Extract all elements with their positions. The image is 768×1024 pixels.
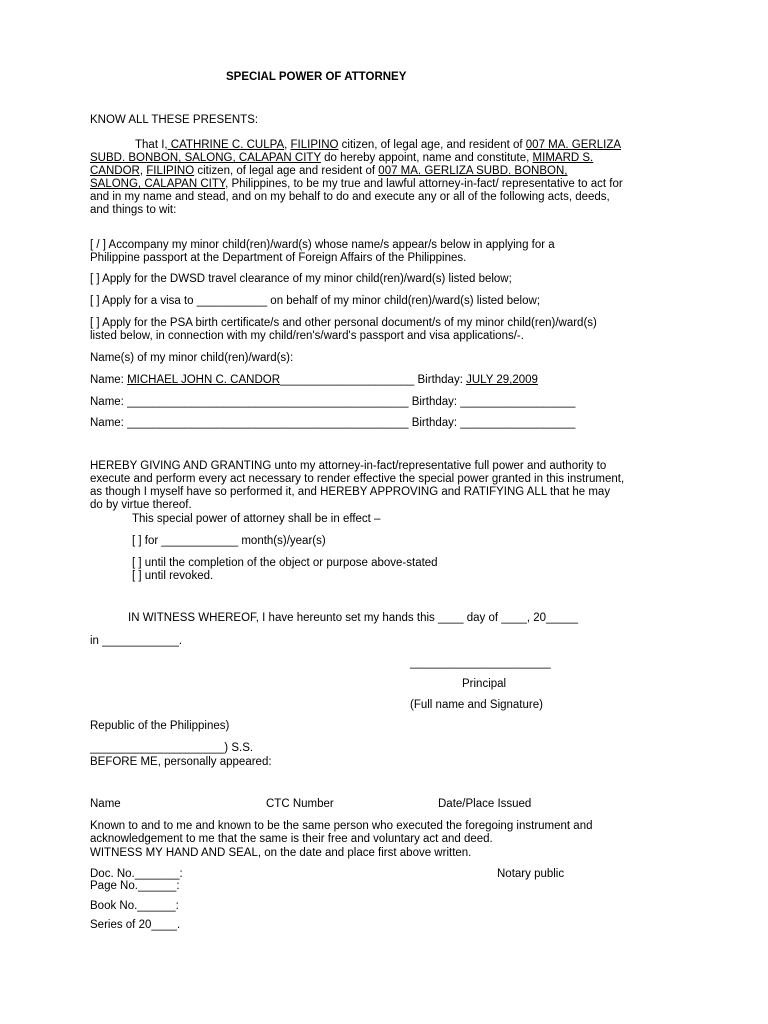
attorney-citizenship: FILIPINO (146, 165, 195, 177)
attorney-name: CANDOR (90, 165, 140, 177)
option-passport-cont: Philippine passport at the Department of Foreign Affairs of the Philippines. (90, 252, 467, 264)
witness-place: in ____________. (90, 635, 183, 647)
child-birthday: JULY 29,2009 (466, 374, 538, 386)
option-psa: [ ] Apply for the PSA birth certificate/s and other personal document/s of my minor child(ren)/ward(s) (90, 317, 597, 329)
effect-statement: This special power of attorney shall be in effect – (132, 513, 381, 525)
intro-text: , (284, 139, 291, 151)
intro-line-3 (90, 165, 567, 178)
option-revoked: [ ] until revoked. (132, 570, 214, 582)
child-row (90, 396, 575, 409)
attorney-address: 007 MA. GERLIZA SUBD. BONBON, (378, 165, 568, 177)
principal-address: 007 MA. GERLIZA (525, 139, 622, 151)
col-date-header: Date/Place Issued (438, 798, 532, 810)
document-title: SPECIAL POWER OF ATTORNEY (226, 71, 407, 83)
principal-label: Principal (462, 678, 507, 690)
intro-line-6: and things to wit: (90, 204, 177, 216)
birthday-label: Birthday: (414, 374, 467, 386)
signature-line: ______________________ (410, 657, 551, 669)
option-psa-cont: listed below, in connection with my child/ren's/ward's passport and visa applications/-. (90, 330, 524, 342)
known-line: acknowledgement to me that the same is their free and voluntary act and deed. (90, 833, 493, 845)
child-row (90, 374, 538, 387)
name-label: Name: (90, 374, 128, 386)
option-months: [ ] for ____________ month(s)/year(s) (132, 535, 326, 547)
known-line: Known to and to me and known to be the same person who executed the foregoing instrument and (90, 820, 593, 832)
republic-line: Republic of the Philippines) (90, 720, 230, 732)
birthday-label: Birthday: (408, 417, 461, 429)
series-line: Series of 20____. (90, 919, 181, 931)
ss-line: _____________________) S.S. (90, 742, 254, 754)
granting-line: HEREBY GIVING AND GRANTING unto my attorney-in-fact/representative full power and authority to (90, 460, 607, 472)
hand-seal-line: WITNESS MY HAND AND SEAL, on the date and place first above written. (90, 847, 472, 859)
intro-text: That I, (135, 139, 168, 151)
principal-citizenship: FILIPINO (290, 139, 339, 151)
intro-text: , Philippines, to be my true and lawful attorney-in-fact/ representative to act for (225, 178, 623, 190)
principal-name: CATHRINE C. CULPA (167, 139, 285, 151)
option-visa: [ ] Apply for a visa to ___________ on behalf of my minor child(ren)/ward(s) listed below; (90, 295, 541, 307)
doc-no: Doc. No._______: (90, 868, 183, 880)
granting-line: do by virtue thereof. (90, 499, 192, 511)
child-name: MICHAEL JOHN C. CANDOR (127, 374, 280, 386)
children-heading: Name(s) of my minor child(ren)/ward(s): (90, 352, 294, 364)
granting-line: execute and perform every act necessary to render effective the special power granted in this instrument, (90, 473, 625, 485)
intro-line-2 (90, 152, 593, 165)
name-blank: ____________________________________________ (127, 417, 409, 429)
col-name-header: Name (90, 798, 121, 810)
name-blank: ____________________________________________ (127, 396, 409, 408)
intro-line-4 (90, 178, 623, 191)
birthday-blank: __________________ (460, 417, 576, 429)
attorney-address: SALONG, CALAPAN CITY (90, 178, 226, 190)
child-row (90, 417, 575, 430)
name-label: Name: (90, 396, 128, 408)
option-completion: [ ] until the completion of the object or purpose above-stated (132, 557, 438, 569)
intro-line-1 (135, 139, 621, 152)
principal-address: SUBD. BONBON, SALONG, CALAPAN CITY (90, 152, 321, 164)
page-no: Page No.______: (90, 880, 180, 892)
intro-line-5: and in my name and stead, and on my behalf to do and execute any or all of the following acts, deeds, (90, 191, 610, 203)
salutation: KNOW ALL THESE PRESENTS: (90, 114, 259, 126)
intro-text: citizen, of legal age, and resident of (338, 139, 526, 151)
name-blank: _____________________ (280, 374, 415, 386)
full-name-label: (Full name and Signature) (410, 699, 543, 711)
notary-public-label: Notary public (497, 868, 565, 880)
option-passport: [ / ] Accompany my minor child(ren)/ward(s) whose name/s appear/s below in applying for a (90, 239, 555, 251)
witness-line: IN WITNESS WHEREOF, I have hereunto set my hands this ____ day of ____, 20_____ (128, 612, 579, 624)
intro-text: , (139, 165, 147, 177)
birthday-blank: __________________ (460, 396, 576, 408)
birthday-label: Birthday: (408, 396, 461, 408)
option-dswd: [ ] Apply for the DWSD travel clearance of my minor child(ren)/ward(s) listed below; (90, 273, 512, 285)
intro-text: do hereby appoint, name and constitute, (320, 152, 533, 164)
granting-line: as though I myself have so performed it, and HEREBY APPROVING and RATIFYING ALL that he may (90, 486, 611, 498)
before-me-line: BEFORE ME, personally appeared: (90, 756, 272, 768)
name-label: Name: (90, 417, 128, 429)
book-no: Book No.______: (90, 900, 179, 912)
col-ctc-header: CTC Number (266, 798, 334, 810)
intro-text: citizen, of legal age and resident of (194, 165, 379, 177)
attorney-name: MIMARD S. (532, 152, 594, 164)
